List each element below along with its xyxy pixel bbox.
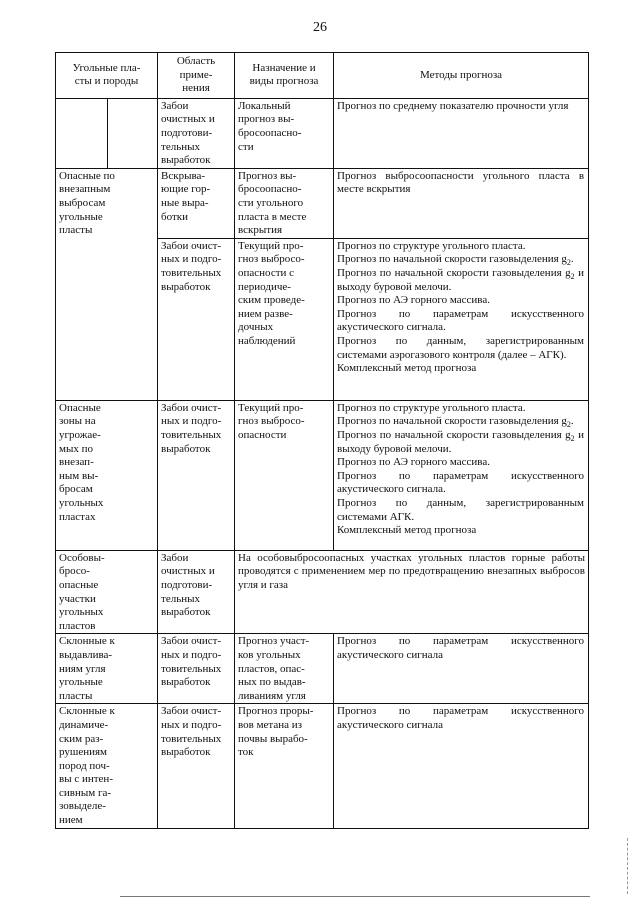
method-item: Прогноз по АЭ горного массива. (337, 294, 490, 307)
purpose-cell: Текущий про- гноз выбросо- опасности (235, 400, 334, 550)
method-item: Прогноз по данным, зарегистрированным системами АГК. (337, 496, 585, 523)
purpose-cell: Прогноз вы- бросоопасно- сти угольного пласта в месте вскрытия (235, 168, 334, 238)
methods-cell (334, 238, 589, 400)
method-item: Прогноз по параметрам искусственного акустического сигнала. (337, 469, 585, 496)
methods-cell (334, 704, 589, 828)
table-row (56, 550, 589, 634)
purpose-cell: Прогноз участ- ков угольных пластов, опас- ных по выдав- ливаниям угля (235, 634, 334, 704)
header-seams: Угольные пла- сты и породы (56, 53, 158, 99)
method-item: Комплексный метод прогноза (337, 524, 477, 537)
method-item: Прогноз по параметрам искусственного акустического сигнала. (337, 307, 585, 334)
seam-cell: Опасные зоны на угрожае- мых по внезап- ным вы- бросам угольных пластах (56, 400, 158, 550)
methods-cell (334, 98, 589, 168)
area-cell: Забои очистных и подготови- тельных выработок (158, 550, 235, 634)
method-item: Прогноз по среднему показателю прочности угля (337, 99, 569, 112)
method-item: Комплексный метод прогноза (337, 362, 477, 375)
table-row (56, 634, 589, 704)
method-item: Прогноз выбросоопасности угольного пласта в месте вскрытия (337, 169, 585, 196)
forecast-methods-table (55, 52, 589, 829)
bottom-rule (120, 896, 590, 897)
area-cell: Забои очист- ных и подго- товительных выработок (158, 634, 235, 704)
method-item: Прогноз по данным, зарегистрированным системами аэрогазового контроля (далее – АГК). (337, 334, 585, 361)
area-cell: Забои очист- ных и подго- товительных выработок (158, 400, 235, 550)
area-cell: Забои очист- ных и подго- товительных выработок (158, 704, 235, 828)
table-row (56, 400, 589, 550)
header-methods: Методы прогноза (334, 53, 589, 99)
method-item: Прогноз по структуре угольного пласта. (337, 239, 526, 252)
methods-cell (334, 634, 589, 704)
merged-note-cell: На особовыбросоопасных участках угольных пластов горные работы проводятся с применением мер по предотвращению внезапных выбросов угля и газа (235, 550, 589, 634)
method-item: Прогноз по АЭ горного массива. (337, 456, 490, 469)
purpose-cell: Локальный прогноз вы- бросоопасно- сти (235, 98, 334, 168)
purpose-cell: Прогноз проры- вов метана из почвы вырабо- ток (235, 704, 334, 828)
table-row (56, 704, 589, 828)
seam-cell: Особовы- бросо- опасные участки угольных пластов (56, 550, 158, 634)
page-number: 26 (313, 20, 327, 35)
table-row (56, 98, 589, 168)
table-row (56, 168, 589, 238)
area-cell: Вскрыва- ющие гор- ные выра- ботки (158, 168, 235, 238)
margin-mark (627, 838, 629, 894)
method-item: Прогноз по структуре угольного пласта. (337, 401, 526, 414)
methods-cell (334, 168, 589, 238)
method-item: Прогноз по параметрам искусственного акустического сигнала (337, 705, 585, 731)
header-purpose: Назначение и виды прогноза (235, 53, 334, 99)
seam-cell: Склонные к динамиче- ским раз- рушениям пород поч- вы с интен- сивным га- зовыделе- нием (56, 704, 158, 828)
table-header-row (56, 53, 589, 99)
area-cell: Забои очист- ных и подго- товительных выработок (158, 238, 235, 400)
method-item: Прогноз по начальной скорости газовыделения $g_2$ и выходу буровой мелочи. (337, 266, 585, 293)
table-body (56, 98, 589, 828)
header-area: Область приме- нения (158, 53, 235, 99)
seam-cell: Опасные по внезапным выбросам угольные пласты (56, 168, 158, 400)
seam-cell: Склонные к выдавлива- ниям угля угольные пласты (56, 634, 158, 704)
seam-cell-empty-inner (108, 98, 158, 168)
methods-cell (334, 400, 589, 550)
purpose-cell: Текущий про- гноз выбросо- опасности с периодиче- ским проведе- нием разве- дочных наблюдений (235, 238, 334, 400)
area-cell: Забои очистных и подготови- тельных выработок (158, 98, 235, 168)
method-item: Прогноз по начальной скорости газовыделения $g_2$. (337, 253, 574, 268)
method-item: Прогноз по параметрам искусственного акустического сигнала (337, 635, 585, 661)
method-item: Прогноз по начальной скорости газовыделения $g_2$. (337, 415, 574, 430)
seam-cell-empty (56, 98, 108, 168)
method-item: Прогноз по начальной скорости газовыделения $g_2$ и выходу буровой мелочи. (337, 428, 585, 455)
